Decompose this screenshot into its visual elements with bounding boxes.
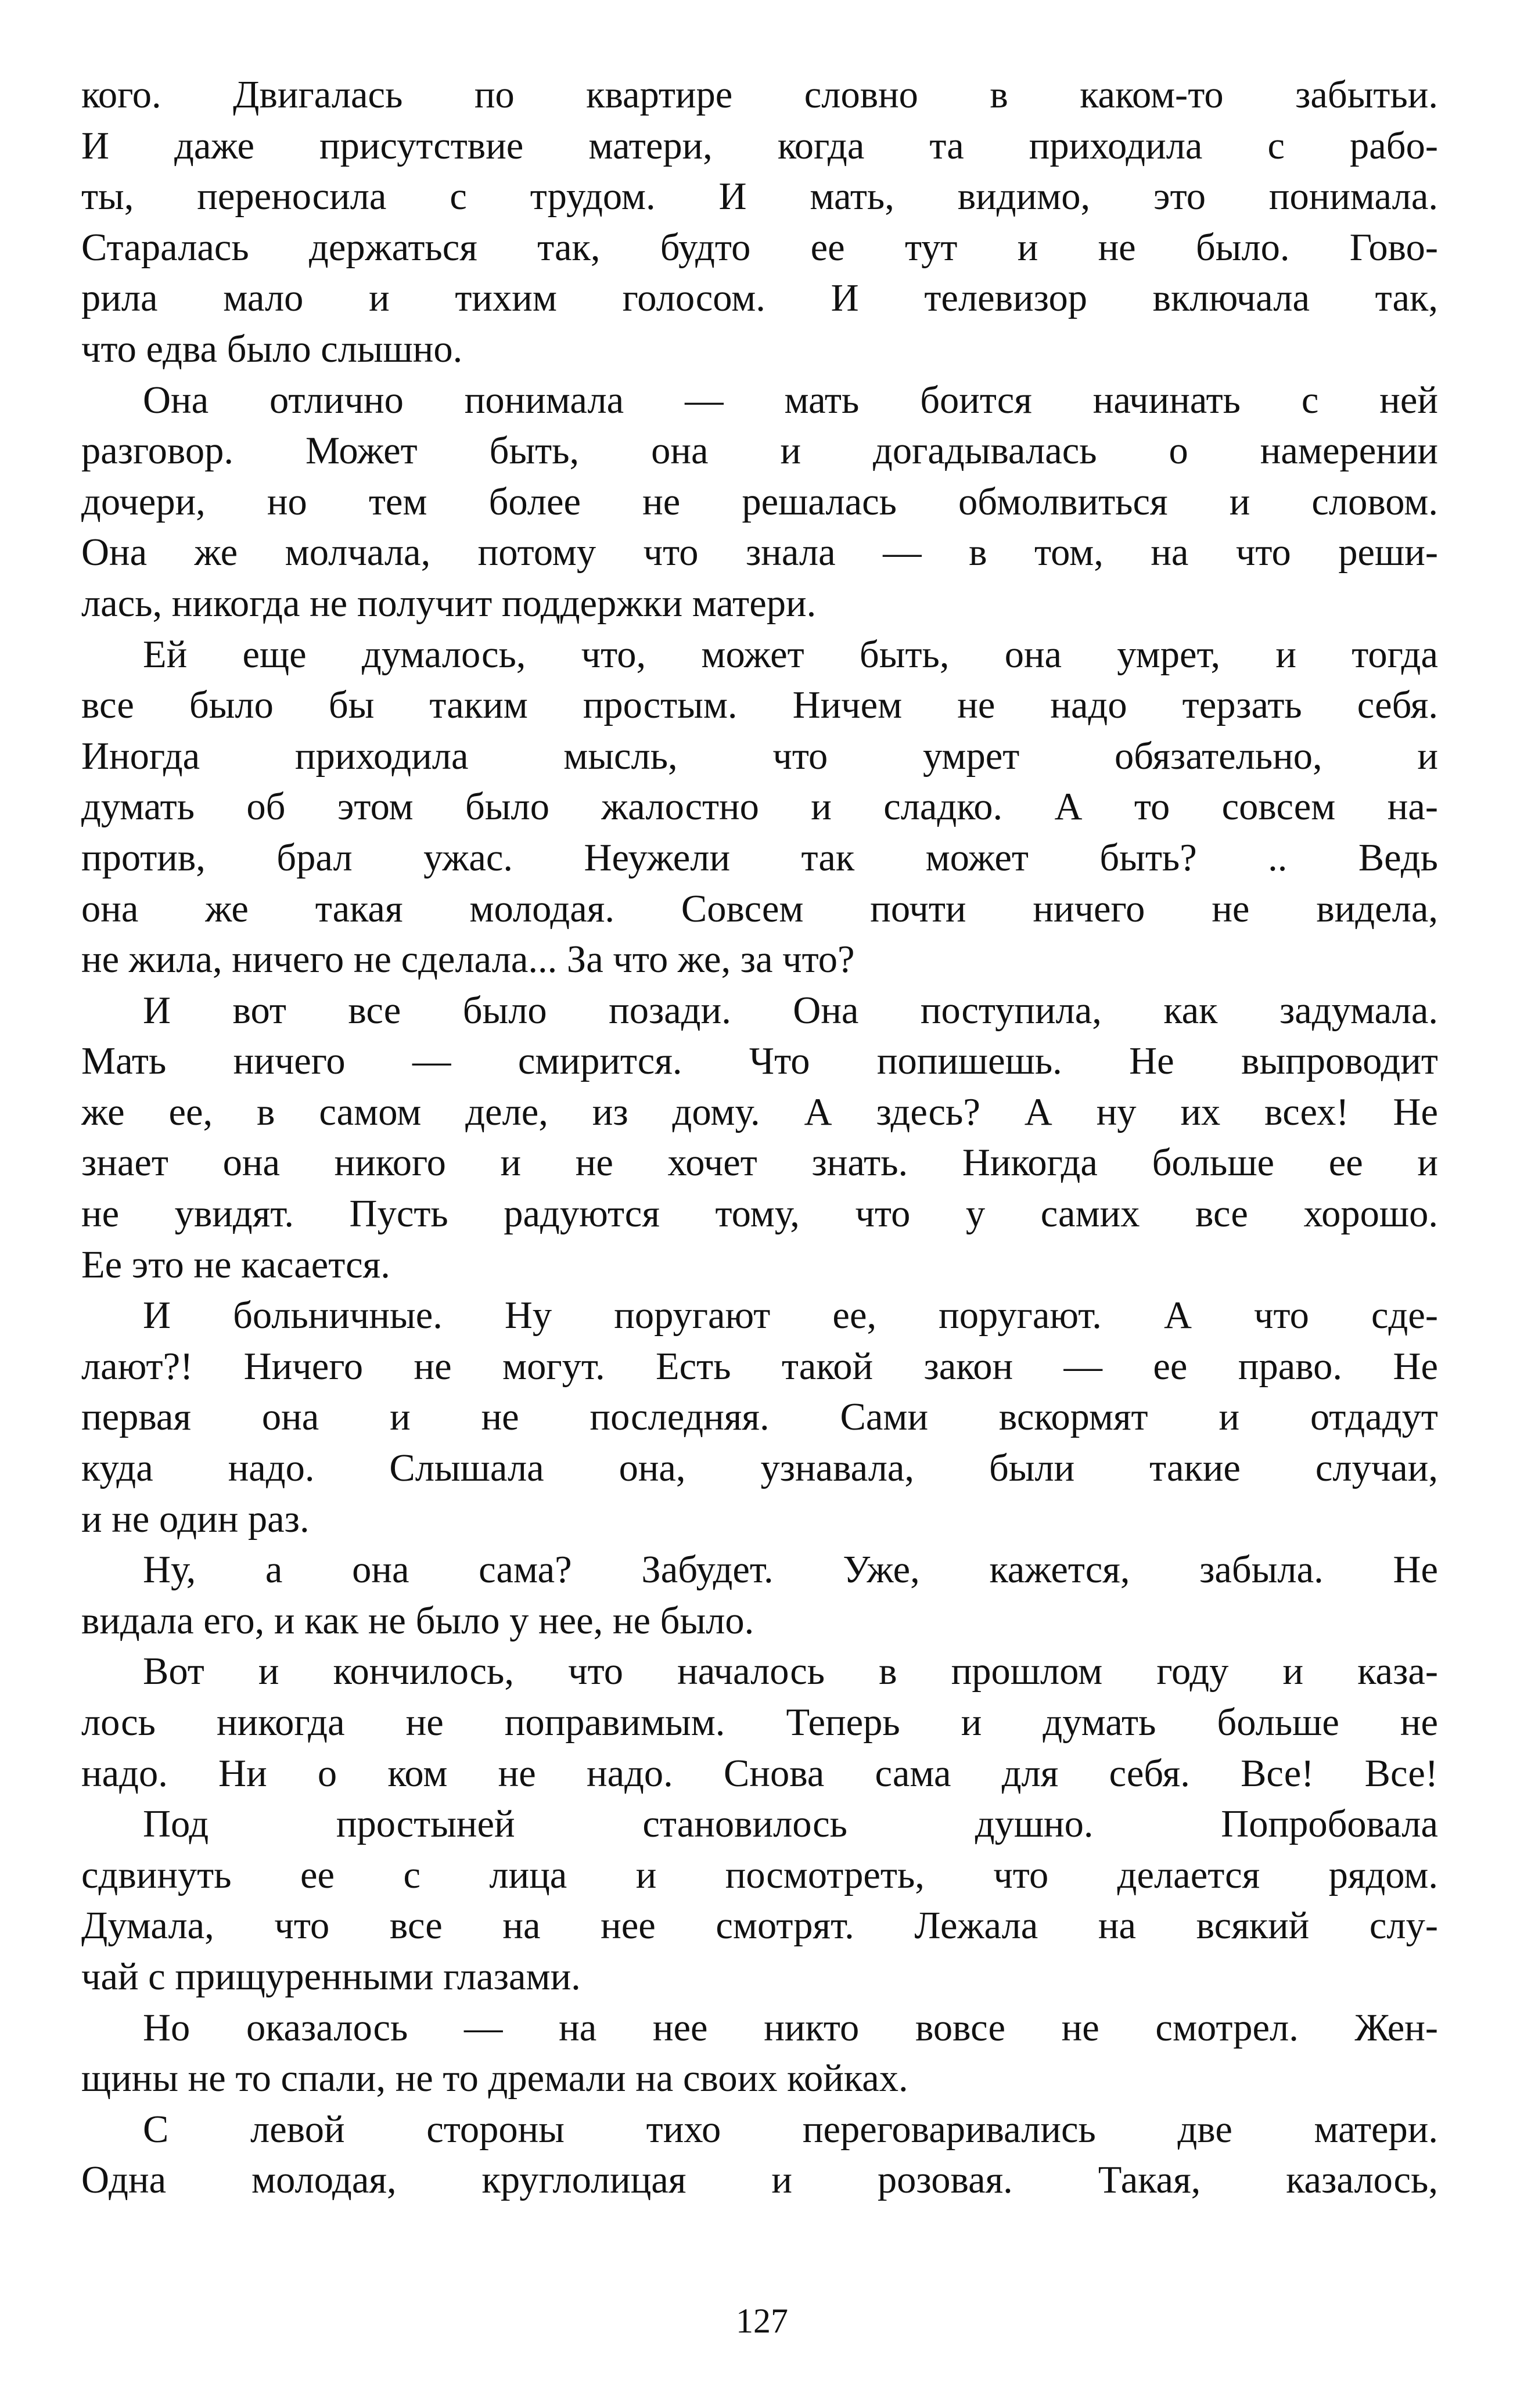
text-line: Под простыней становилось душно. Попробовала: [143, 1803, 1438, 1846]
text-line: И больничные. Ну поругают ее, поругают. А что сде-: [143, 1294, 1438, 1337]
text-line: лают?! Ничего не могут. Есть такой закон — ее право. Не: [81, 1345, 1438, 1388]
text-line: все было бы таким простым. Ничем не надо терзать себя.: [81, 684, 1438, 727]
text-line: ты, переносила с трудом. И мать, видимо, это понимала.: [81, 175, 1438, 218]
text-line: что едва было слышно.: [81, 327, 463, 370]
text-line: против, брал ужас. Неужели так может быть? .. Ведь: [81, 836, 1438, 879]
text-line: Ну, а она сама? Забудет. Уже, кажется, забыла. Не: [143, 1549, 1438, 1592]
text-line: первая она и не последняя. Сами вскормят и отдадут: [81, 1396, 1438, 1439]
text-line: думать об этом было жалостно и сладко. А то совсем на-: [81, 786, 1438, 829]
text-line: Она же молчала, потому что знала — в том, на что реши-: [81, 531, 1438, 574]
text-line: не жила, ничего не сделала... За что же, за что?: [81, 938, 855, 981]
text-line: Думала, что все на нее смотрят. Лежала на всякий слу-: [81, 1905, 1438, 1948]
text-line: кого. Двигалась по квартире словно в каком-то забытьи.: [81, 74, 1438, 116]
text-line: куда надо. Слышала она, узнавала, были такие случаи,: [81, 1447, 1438, 1490]
text-line: И вот все было позади. Она поступила, как задумала.: [143, 989, 1438, 1032]
text-line: Она отлично понимала — мать боится начинать с ней: [143, 379, 1438, 422]
paragraph: [81, 1545, 1438, 1646]
paragraph: [81, 70, 1438, 375]
text-line: Ей еще думалось, что, может быть, она умрет, и тогда: [143, 633, 1438, 676]
paragraph: [81, 1646, 1438, 1799]
text-line: же ее, в самом деле, из дому. А здесь? А ну их всех! Не: [81, 1090, 1438, 1133]
paragraph: [81, 629, 1438, 985]
text-line: лась, никогда не получит поддержки матери.: [81, 582, 817, 625]
text-line: не увидят. Пусть радуются тому, что у самих все хорошо.: [81, 1193, 1438, 1236]
text-line: Одна молодая, круглолицая и розовая. Такая, казалось,: [81, 2159, 1438, 2202]
text-line: Но оказалось — на нее никто вовсе не смотрел. Жен-: [143, 2006, 1438, 2049]
book-page-text: [81, 70, 1438, 2206]
text-line: она же такая молодая. Совсем почти ничего не видела,: [81, 887, 1438, 930]
paragraph: [81, 375, 1438, 629]
text-line: Ее это не касается.: [81, 1243, 390, 1286]
text-line: Иногда приходила мысль, что умрет обязательно, и: [81, 735, 1438, 778]
paragraph: [81, 985, 1438, 1291]
text-line: знает она никого и не хочет знать. Никогда больше ее и: [81, 1142, 1438, 1185]
text-line: разговор. Может быть, она и догадывалась о намерении: [81, 430, 1438, 473]
text-line: рила мало и тихим голосом. И телевизор включала так,: [81, 277, 1438, 320]
text-line: чай с прищуренными глазами.: [81, 1955, 581, 1998]
text-line: видала его, и как не было у нее, не было.: [81, 1599, 754, 1642]
text-line: сдвинуть ее с лица и посмотреть, что делается рядом.: [81, 1853, 1438, 1896]
text-line: И даже присутствие матери, когда та приходила с рабо-: [81, 124, 1438, 167]
text-line: и не один раз.: [81, 1498, 310, 1540]
text-line: дочери, но тем более не решалась обмолвиться и словом.: [81, 480, 1438, 523]
paragraph: [81, 1799, 1438, 2002]
text-line: щины не то спали, не то дремали на своих койках.: [81, 2057, 908, 2100]
paragraph: [81, 2003, 1438, 2104]
paragraph: [81, 1290, 1438, 1545]
text-line: надо. Ни о ком не надо. Снова сама для себя. Все! Все!: [81, 1752, 1438, 1795]
page-number: 127: [736, 2302, 788, 2340]
text-line: Старалась держаться так, будто ее тут и не было. Гово-: [81, 226, 1438, 269]
text-line: Мать ничего — смирится. Что попишешь. Не выпроводит: [81, 1040, 1438, 1083]
text-line: С левой стороны тихо переговаривались две матери.: [143, 2108, 1438, 2151]
text-line: Вот и кончилось, что началось в прошлом году и каза-: [143, 1650, 1438, 1693]
paragraph: [81, 2104, 1438, 2206]
text-line: лось никогда не поправимым. Теперь и думать больше не: [81, 1701, 1438, 1744]
